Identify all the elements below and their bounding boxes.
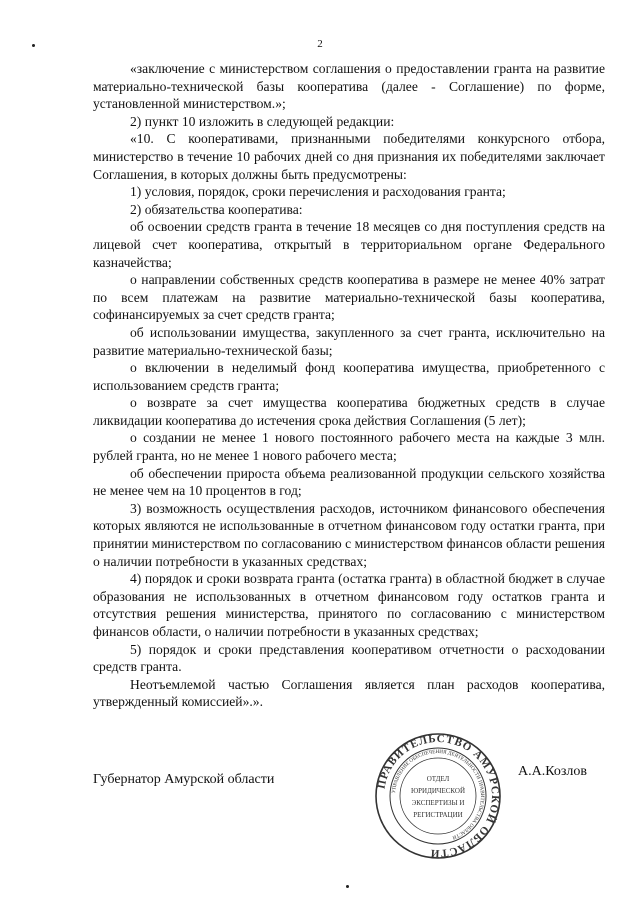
scan-speck [32,44,35,47]
paragraph: об освоении средств гранта в течение 18 месяцев со дня поступления средств на лицевой счет кооператива, открытый в территориальном органе Федерального казначейства; [93,219,605,270]
official-seal [373,731,503,861]
seal-center-line-2: ЮРИДИЧЕСКОЙ [410,787,466,795]
paragraph: о возврате за счет имущества кооператива бюджетных средств в случае ликвидации кооператива до истечения срока действия Соглашения (5 лет); [93,395,605,428]
paragraph: «10. С кооперативами, признанными победителями конкурсного отбора, министерство в течение 10 рабочих дней со дня признания их победителями заключает Соглашения, в которых должны быть предусмотрены: [93,131,605,182]
paragraph: Неотъемлемой частью Соглашения является план расходов кооператива, утвержденный комиссией».». [93,676,605,710]
seal-center-line-1: ОТДЕЛ [426,775,450,783]
seal-inner-circle [400,758,476,834]
paragraph: «заключение с министерством соглашения о предоставлении гранта на развитие материально-технической базы кооператива (далее - Соглашение) по форме, установленной министерством.»; [93,61,605,112]
paragraph: об обеспечении прироста объема реализованной продукции сельского хозяйства не менее чем на 10 процентов в год; [93,465,605,499]
document-body [93,60,605,711]
signer-title: Губернатор Амурской области [93,772,275,787]
paragraph: об использовании имущества, закупленного за счет гранта, исключительно на развитие материально-технической базы; [93,324,605,358]
scan-speck [346,885,349,888]
paragraph: о направлении собственных средств кооператива в размере не менее 40% затрат по всем платежам на развитие материально-технической базы кооператива, софинансируемых за счет средств гранта; [93,272,605,323]
paragraph: 3) возможность осуществления расходов, источником финансового обеспечения которых являются не использованные в отчетном финансовом году остатки гранта, при принятии министерством по согласованию с министерством финансов области решения о наличии потребности в указанных средствах; [93,500,605,569]
paragraph: о создании не менее 1 нового постоянного рабочего места на каждые 3 млн. рублей гранта, но не менее 1 нового рабочего места; [93,430,605,464]
page-number: 2 [317,38,323,50]
seal-inner-ring-text: УПРАВЛЕНИЕ ОБЕСПЕЧЕНИЯ ДЕЯТЕЛЬНОСТИ ПРАВИТЕЛЬСТВА ОБЛАСТИ [391,748,486,841]
paragraph: 5) порядок и сроки представления кооперативом отчетности о расходовании средств гранта. [93,641,605,675]
paragraph: 4) порядок и сроки возврата гранта (остатка гранта) в областной бюджет в случае образования не использованных в отчетном финансовом году остатков гранта и отсутствия решения министерства, принятого по согласованию с министерством финансов области, о наличии потребности в указанных средствах; [93,571,605,639]
paragraph: 1) условия, порядок, сроки перечисления и расходования гранта; [130,184,506,200]
paragraph: 2) обязательства кооператива: [130,201,303,217]
paragraph: 2) пункт 10 изложить в следующей редакции: [130,113,395,129]
seal-middle-circle [390,748,486,844]
seal-center-line-3: ЭКСПЕРТИЗЫ И [411,799,465,807]
seal-outer-text: ПРАВИТЕЛЬСТВО АМУРСКОЙ ОБЛАСТИ [375,732,502,860]
paragraph: о включении в неделимый фонд кооператива имущества, приобретенного с использованием средств гранта; [93,360,605,393]
signer-name: А.А.Козлов [518,764,587,779]
seal-center-line-4: РЕГИСТРАЦИИ [413,811,463,819]
